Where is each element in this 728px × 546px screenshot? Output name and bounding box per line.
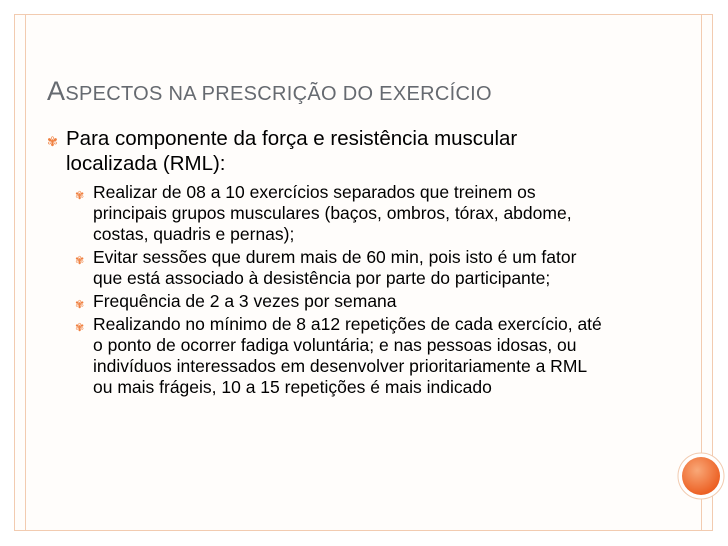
sub-bullet-item <box>75 247 607 289</box>
bullet-main <box>47 126 607 176</box>
sub-bullet-item <box>75 291 607 312</box>
bullet-main-text: Para componente da força e resistência muscular localizada (RML): <box>66 127 518 175</box>
orange-bullet-icon: ✾ <box>75 189 85 202</box>
sub-bullet-list <box>47 182 607 398</box>
title-first-letter: A <box>47 76 66 106</box>
orange-circle-decoration <box>676 451 726 501</box>
sub-bullet-text: Evitar sessões que durem mais de 60 min, pois isto é um fator que está associado à desistência por parte do participante; <box>93 247 577 288</box>
sub-bullet-item <box>75 182 607 245</box>
title-rest: SPECTOS NA PRESCRIÇÃO DO EXERCÍCIO <box>65 83 492 105</box>
orange-bullet-icon: ✾ <box>75 254 85 267</box>
orange-bullet-icon: ✾ <box>75 321 85 334</box>
slide-title <box>47 76 492 107</box>
sub-bullet-text: Realizando no mínimo de 8 a12 repetições de cada exercício, até o ponto de ocorrer fadiga voluntária; e nas pessoas idosas, ou indivíduos interessados em desenvolver prioritariamente a RML ou mais frágeis, 10 a 15 repetições é mais indicado <box>93 314 602 397</box>
orange-bullet-icon: ✾ <box>75 298 85 311</box>
sub-bullet-text: Frequência de 2 a 3 vezes por semana <box>93 291 397 311</box>
sub-bullet-item <box>75 314 607 398</box>
frame-inner-line-left <box>25 14 26 531</box>
sub-bullet-text: Realizar de 08 a 10 exercícios separados que treinem os principais grupos musculares (baços, ombros, tórax, abdome, costas, quadris e pernas); <box>93 182 572 244</box>
slide-content <box>47 126 607 400</box>
orange-bullet-icon: ✾ <box>47 135 58 150</box>
